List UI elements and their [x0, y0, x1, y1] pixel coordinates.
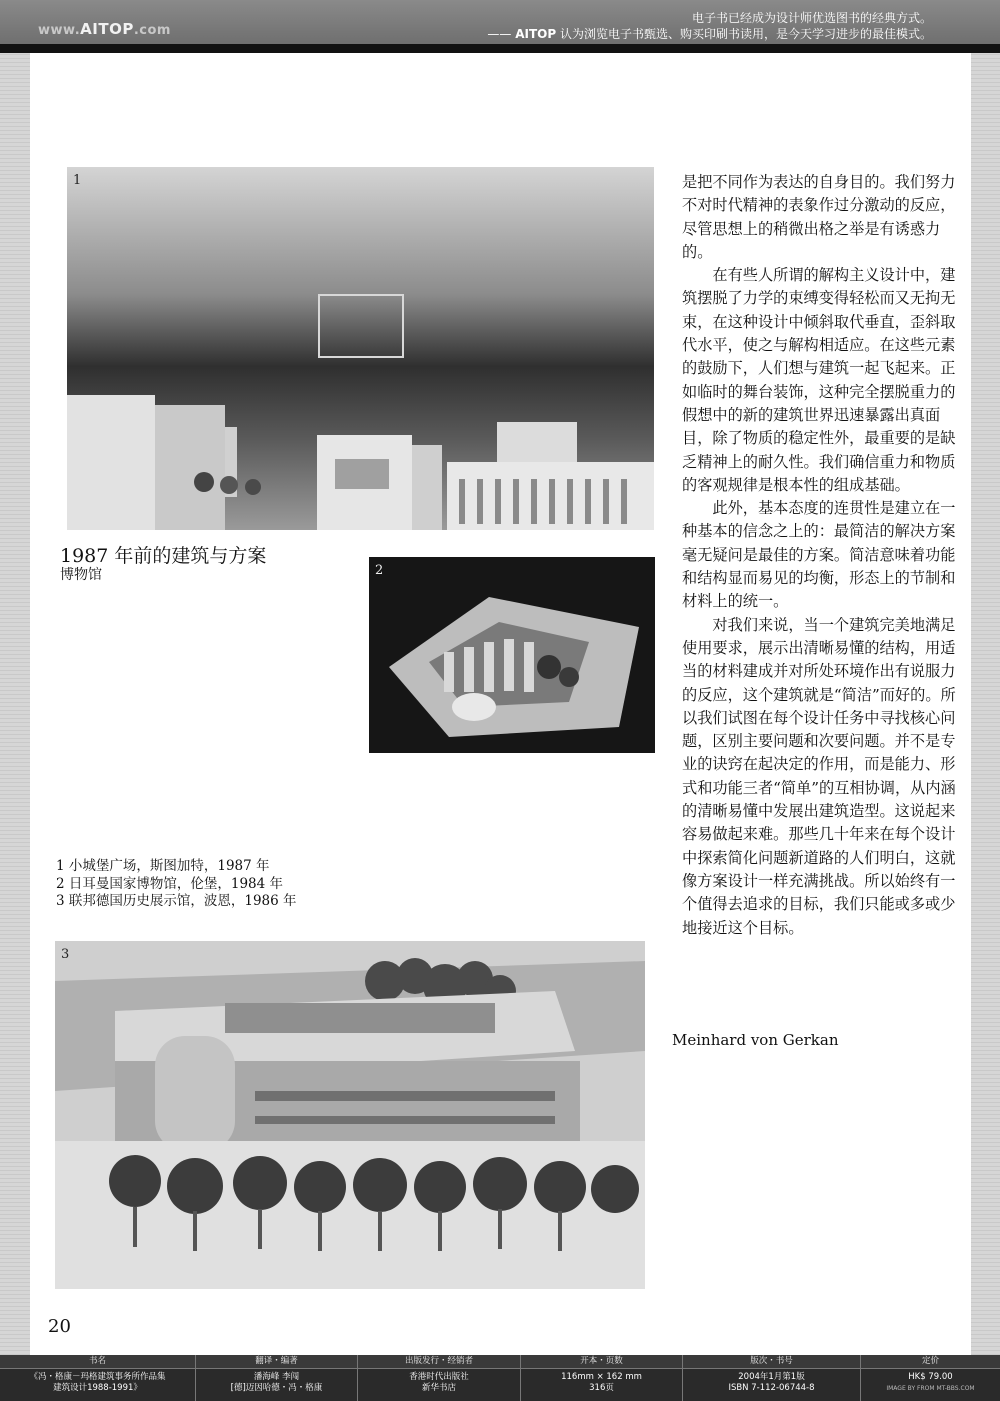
- tagline-line-1: 电子书已经成为设计师优选图书的经典方式。: [691, 11, 932, 25]
- footer-col-edition: [683, 1355, 861, 1401]
- footer-value-1: 潘海峰 李闯: [253, 1372, 300, 1382]
- footer-value-2: 316页: [589, 1383, 614, 1393]
- figure-3-photo: [55, 941, 645, 1289]
- body-paragraph-3: 此外，基本态度的连贯性是建立在一种基本的信念之上的：最简洁的解决方案毫无疑问是最佳的方案。简洁意味着功能和结构显而易见的均衡，形态上的节制和材料上的统一。: [682, 499, 956, 611]
- footer-value-2: [德]迈因哈德・冯・格康: [230, 1383, 323, 1393]
- footer-value-1: 《冯・格康－玛格建筑事务所作品集: [29, 1372, 166, 1382]
- footer-head: 版次・书号: [683, 1355, 860, 1369]
- figure-captions: [56, 858, 297, 911]
- footer-value-1: 香港时代出版社: [409, 1372, 469, 1382]
- banner-divider: [0, 44, 1000, 53]
- footer-value-1: 2004年1月第1版: [738, 1372, 805, 1382]
- page-number: 20: [48, 1316, 71, 1337]
- body-text: [682, 171, 964, 940]
- figure-1-photo: [67, 167, 654, 530]
- author-signature: Meinhard von Gerkan: [672, 1031, 839, 1049]
- figure-2-number: 2: [375, 563, 384, 578]
- body-paragraph-1: 是把不同作为表达的自身目的。我们努力不对时代精神的表象作过分激动的反应，尽管思想上的稍微出格之举是有诱惑力的。: [682, 173, 956, 261]
- body-paragraph-4: 对我们来说，当一个建筑完美地满足使用要求，展示出清晰易懂的结构，用适当的材料建成并对所处环境作出有说服力的反应，这个建筑就是“简洁”而好的。所以我们试图在每个设计任务中寻找核心问题，区别主要问题和次要问题。并不是专业的诀窍在起决定的作用，而是能力、形式和功能三者“简单”的互相协调，从内涵的清晰易懂中发展出建筑造型。这说起来容易做起来难。那些几十年来在每个设计中探索简化问题新道路的人们明白，这就像方案设计一样充满挑战。所以始终有一个值得去追求的目标，我们只能或多或少地接近这个目标。: [682, 615, 956, 937]
- caption-3: 3 联邦德国历史展示馆，波恩，1986 年: [56, 893, 297, 909]
- section-subtitle: 博物馆: [60, 567, 102, 583]
- footer-col-translator: [196, 1355, 358, 1401]
- footer-col-publisher: [358, 1355, 521, 1401]
- footer-value-2: 新华书店: [421, 1383, 456, 1393]
- figure-1-number: 1: [73, 173, 82, 188]
- footer-col-price: [861, 1355, 1000, 1401]
- section-title: 1987 年前的建筑与方案: [60, 545, 267, 567]
- left-gutter: [0, 53, 30, 1355]
- footer-value-2: ISBN 7-112-06744-8: [728, 1383, 815, 1393]
- tagline-dash: ——: [487, 27, 512, 41]
- body-paragraph-2: 在有些人所谓的解构主义设计中，建筑摆脱了力学的束缚变得轻松而又无拘无束，在这种设计中倾斜取代垂直，歪斜取代水平，使之与解构相适应。在这些元素的鼓励下，人们想与建筑一起飞起来。正如临时的舞台装饰，这种完全摆脱重力的假想中的新的建筑世界迅速暴露出真面目，除了物质的稳定性外，最重要的是缺乏精神上的耐久性。我们确信重力和物质的客观规律是根本性的组成基础。: [682, 266, 956, 494]
- footer-col-title: [0, 1355, 196, 1401]
- brand-logo[interactable]: [38, 20, 171, 38]
- footer-head: 开本・页数: [521, 1355, 682, 1369]
- tagline-text: 认为浏览电子书甄选、购买印刷书读用，是今天学习进步的最佳模式。: [559, 27, 932, 41]
- figure-2-photo: [369, 557, 655, 753]
- figure-3-image: [55, 941, 645, 1289]
- tagline-line-2: [487, 25, 932, 42]
- footer-value-2: 建筑设计1988-1991》: [53, 1383, 142, 1393]
- footer-watermark: IMAGE BY FROM MT-BBS.COM: [886, 1385, 975, 1392]
- figure-3-number: 3: [61, 947, 70, 962]
- caption-1: 1 小城堡广场，斯图加特，1987 年: [56, 858, 270, 874]
- figure-1-image: [67, 167, 654, 530]
- brand-suffix: .com: [133, 23, 171, 38]
- right-gutter: [971, 53, 1000, 1355]
- footer-value-1: HK$ 79.00: [908, 1372, 953, 1382]
- brand-prefix: www.: [38, 23, 81, 38]
- top-banner: [0, 0, 1000, 44]
- caption-2: 2 日耳曼国家博物馆，伦堡，1984 年: [56, 875, 284, 892]
- footer-col-format: [521, 1355, 683, 1401]
- book-page: [30, 53, 971, 1355]
- brand-name: AITOP: [80, 20, 134, 38]
- footer-head: 翻译・编著: [196, 1355, 357, 1369]
- footer-head: 定价: [861, 1355, 1000, 1369]
- footer-value-1: 116mm × 162 mm: [561, 1372, 642, 1382]
- footer-table: [0, 1355, 1000, 1401]
- tagline-brand: AITOP: [515, 27, 557, 41]
- figure-2-image: [369, 557, 655, 753]
- footer-head: 书名: [0, 1355, 195, 1369]
- footer-head: 出版发行・经销者: [358, 1355, 520, 1369]
